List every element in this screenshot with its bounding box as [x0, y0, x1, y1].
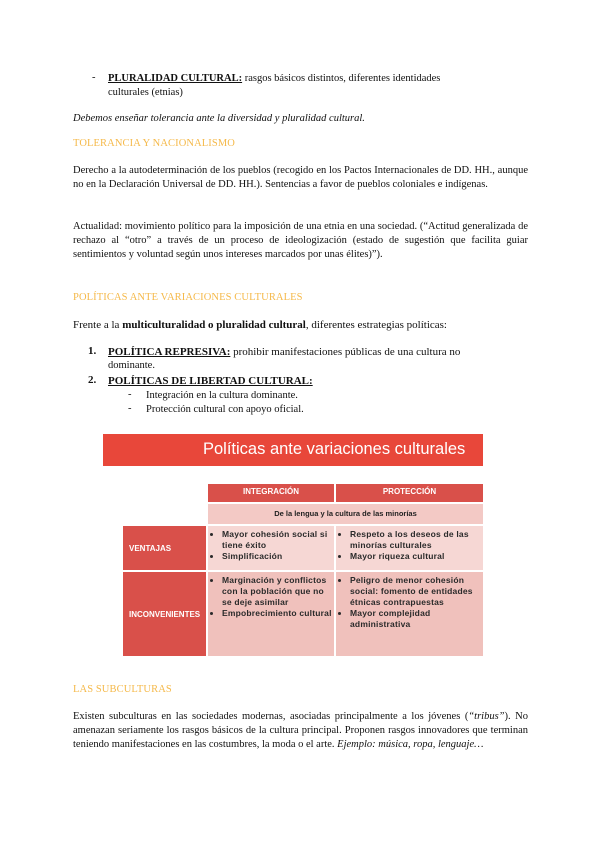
actualidad-paragraph: Actualidad: movimiento político para la imposición de una etnia en una sociedad. (“Actitud generalizada de rechazo al “otro” a través de un proceso de ideologización (estado de sugestión que facilita guiar sentimientos y voluntad según unos intereses marcados por unas élites)”).: [73, 221, 528, 260]
list-item: • Respeto a los deseos de las minorías culturales: [350, 529, 481, 551]
sublist-item-2: Protección cultural con apoyo oficial.: [146, 404, 304, 415]
tolerance-note: Debemos enseñar tolerancia ante la diversidad y pluralidad cultural.: [73, 113, 365, 124]
col-header-integracion: INTEGRACIÓN: [208, 484, 336, 502]
pluralidad-line: [108, 72, 528, 86]
heading-tolerancia: TOLERANCIA Y NACIONALISMO: [73, 138, 235, 149]
dash-bullet: -: [92, 72, 96, 83]
frente-prefix: Frente a la: [73, 319, 123, 331]
subculturas-paragraph: [73, 710, 528, 752]
frente-suffix: , diferentes estrategias políticas:: [305, 319, 447, 331]
slide-image: [103, 434, 483, 656]
list-number-2: 2.: [88, 374, 97, 386]
pluralidad-line-2: culturales (etnias): [108, 87, 183, 98]
sub-dash-1: -: [128, 389, 132, 400]
list-item: • Simplificación: [222, 551, 332, 562]
heading-subculturas: LAS SUBCULTURAS: [73, 684, 172, 695]
autodeterminacion-paragraph: Derecho a la autodeterminación de los pueblos (recogido en los Pactos Internacionales de DD. HH., aunque no en la Declaración Universal de DD. HH.). Sentencias a favor de pueblos coloniales e indígenas.: [73, 165, 528, 190]
row-header-inconvenientes: INCONVENIENTES: [123, 572, 206, 656]
slide-title: Políticas ante variaciones culturales: [203, 440, 466, 458]
list-item-1-text: prohibir manifestaciones públicas de una cultura no: [230, 346, 461, 358]
ventajas-integracion-cell: [208, 526, 334, 570]
list-item-2-term: POLÍTICAS DE LIBERTAD CULTURAL:: [108, 375, 313, 387]
frente-bold: multiculturalidad o pluralidad cultural: [122, 319, 306, 331]
row-header-ventajas: VENTAJAS: [123, 526, 206, 570]
frente-paragraph: [73, 318, 528, 332]
list-item: • Marginación y conflictos con la población que no se deje asimilar: [222, 575, 332, 608]
list-item: • Mayor riqueza cultural: [350, 551, 481, 562]
list-number-1: 1.: [88, 345, 97, 357]
slide-title-bar: [103, 434, 483, 466]
subculturas-part2: ). No amenazan seriamente los rasgos básicos de la cultura principal. Proponen rasgos innovadores que terminan teniendo manifestaciones en las costumbres, la moda o el arte.: [73, 711, 528, 750]
pluralidad-text: rasgos básicos distintos, diferentes identidades: [242, 73, 441, 84]
list-item-1: [108, 345, 528, 359]
ventajas-proteccion-cell: [336, 526, 483, 570]
col-header-proteccion: PROTECCIÓN: [336, 484, 483, 502]
inconvenientes-integracion-cell: [208, 572, 334, 656]
subculturas-tribus: “tribus”: [468, 711, 505, 722]
sublist-item-1: Integración en la cultura dominante.: [146, 390, 298, 401]
heading-politicas: POLÍTICAS ANTE VARIACIONES CULTURALES: [73, 292, 303, 303]
list-item-1-line-2: dominante.: [108, 360, 155, 371]
list-item-2: [108, 374, 528, 388]
list-item: • Mayor cohesión social si tiene éxito: [222, 529, 332, 551]
list-item: • Mayor complejidad administrativa: [350, 608, 481, 630]
slide-subheader: De la lengua y la cultura de las minorías: [208, 504, 483, 524]
sub-dash-2: -: [128, 403, 132, 414]
list-item-1-term: POLÍTICA REPRESIVA:: [108, 346, 231, 358]
pluralidad-term: PLURALIDAD CULTURAL:: [108, 73, 243, 84]
subculturas-part1: Existen subculturas en las sociedades modernas, asociadas principalmente a los jóvenes (: [73, 711, 469, 722]
list-item: • Peligro de menor cohesión social: fomento de entidades étnicas contrapuestas: [350, 575, 481, 608]
subculturas-ejemplo: Ejemplo: música, ropa, lenguaje…: [337, 739, 484, 750]
inconvenientes-proteccion-cell: [336, 572, 483, 656]
list-item: • Empobrecimiento cultural: [222, 608, 332, 619]
